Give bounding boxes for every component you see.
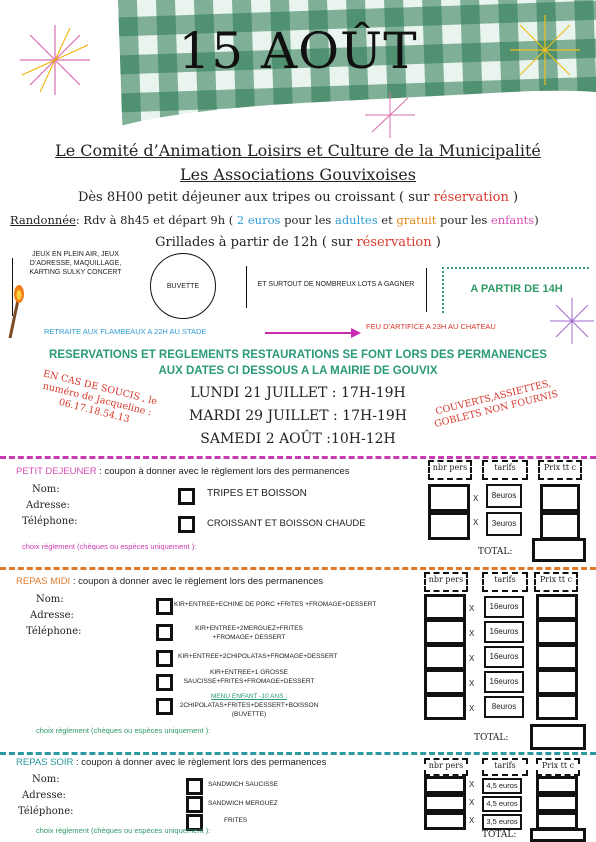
header-banner — [0, 0, 596, 140]
menu-4-label: KIR+ENTREE+1 GROSSE SAUCISSE+FRITES+FROMAGE+DESSERT — [183, 669, 315, 685]
from-14h-badge: A PARTIR DE 14H — [442, 267, 589, 313]
line-total-input[interactable] — [536, 594, 578, 620]
menu-3-label: KIR+ENTREE+2CHIPOLATAS+FROMAGE+DESSERT — [178, 653, 338, 660]
phone-label: Téléphone: — [26, 626, 82, 637]
menu-3-checkbox[interactable] — [156, 650, 173, 667]
breakfast-heading-label: PETIT DEJEUNER — [16, 466, 97, 477]
fries-label: FRITES — [224, 817, 248, 824]
menu-4-checkbox[interactable] — [156, 674, 173, 691]
multiply-sign: X — [469, 780, 475, 789]
organizer-line-2: Les Associations Gouvixoises — [180, 165, 416, 184]
payment-choice: choix règlement (chèques ou espèces uniquement ): — [22, 542, 197, 551]
price-value: 8euros — [484, 696, 524, 718]
divider — [246, 266, 247, 308]
col-qty-header: nbr pers — [428, 460, 472, 480]
col-price-header: tarifs — [482, 758, 528, 776]
price-value: 4,5 euros — [482, 778, 522, 794]
croissant-label: CROISSANT ET BOISSON CHAUDE — [207, 518, 366, 529]
lunch-heading-label: REPAS MIDI — [16, 576, 71, 587]
col-total-header: Prix tt c — [536, 758, 580, 776]
price-value: 3euros — [486, 512, 522, 536]
qty-input[interactable] — [424, 776, 466, 794]
walk-mid: et — [377, 213, 393, 227]
total-label: TOTAL: — [474, 733, 509, 743]
firework-icon — [548, 296, 596, 346]
menu-5-checkbox[interactable] — [156, 698, 173, 715]
total-input[interactable] — [530, 828, 586, 842]
lunch-heading-rest: : coupon à donner avec le règlement lors des permanences — [70, 576, 324, 587]
walk-end: ) — [534, 213, 539, 227]
name-label: Nom: — [32, 484, 60, 495]
divider — [426, 268, 427, 312]
walk-text: : Rdv à 8h45 et départ 9h ( — [75, 213, 234, 227]
price-value: 16euros — [484, 646, 524, 668]
breakfast-line — [0, 190, 596, 205]
line-total-input[interactable] — [536, 694, 578, 720]
trouble-note: EN CAS DE SOUCIS , le numéro de Jacqueline : 06.17.18.54.13 — [41, 368, 159, 426]
total-input[interactable] — [532, 538, 586, 562]
breakfast-reservation: réservation — [433, 190, 509, 205]
section-separator — [0, 456, 596, 459]
phone-label: Téléphone: — [22, 516, 78, 527]
croissant-checkbox[interactable] — [178, 516, 195, 533]
torch-icon — [4, 282, 28, 342]
price-value: 4,5 euros — [482, 796, 522, 812]
walk-mid: pour les — [436, 213, 488, 227]
grill-reservation: réservation — [356, 235, 432, 250]
col-total-header: Prix tt c — [534, 572, 578, 592]
menu-2-checkbox[interactable] — [156, 624, 173, 641]
multiply-sign: X — [469, 604, 475, 613]
reservation-line-2: AUX DATES CI DESSOUS A LA MAIRIE DE GOUVIX — [158, 365, 438, 377]
games-text: JEUX EN PLEIN AIR, JEUX D’ADRESSE, MAQUILLAGE, KARTING SULKY CONCERT — [29, 251, 122, 276]
multiply-sign: X — [469, 704, 475, 713]
dinner-heading-rest: : coupon à donner avec le règlement lors des permanences — [73, 757, 327, 768]
multiply-sign: X — [469, 816, 475, 825]
walk-price: 2 euros — [233, 213, 281, 227]
line-total-input[interactable] — [536, 776, 578, 794]
col-qty-header: nbr pers — [424, 758, 468, 776]
price-value: 3,5 euros — [482, 814, 522, 830]
walk-adults: adultes — [331, 213, 378, 227]
line-total-input[interactable] — [540, 512, 580, 540]
qty-input[interactable] — [424, 619, 466, 645]
dinner-heading-label: REPAS SOIR — [16, 757, 74, 768]
walk-free: gratuit — [392, 213, 437, 227]
qty-input[interactable] — [424, 594, 466, 620]
price-value: 16euros — [484, 671, 524, 693]
grill-end: ) — [431, 235, 441, 250]
walk-label: Randonnée — [10, 213, 76, 227]
buvette-text: BUVETTE — [166, 283, 200, 290]
name-label: Nom: — [36, 594, 64, 605]
walk-line — [10, 213, 596, 227]
tripes-label: TRIPES ET BOISSON — [207, 488, 307, 499]
arrow-icon — [265, 327, 361, 339]
organizer-line-1: Le Comité d’Animation Loisirs et Culture de la Municipalité — [55, 141, 541, 160]
cutlery-note: COUVERTS,ASSIETTES, GOBLETS NON FOURNIS — [433, 377, 560, 431]
lunch-heading — [16, 576, 323, 587]
firework-icon — [360, 90, 420, 140]
sandwich-merguez-label: SANDWICH MERGUEZ — [208, 800, 278, 807]
price-value: 8euros — [486, 484, 522, 508]
payment-choice: choix règlement (chèques ou espèces uniquement ): — [36, 726, 211, 735]
reservation-line-1: RESERVATIONS ET REGLEMENTS RESTAURATIONS SE FONT LORS DES PERMANENCES — [49, 349, 547, 361]
line-total-input[interactable] — [540, 484, 580, 512]
multiply-sign: X — [473, 494, 479, 503]
lots-text: ET SURTOUT DE NOMBREUX LOTS A GAGNER — [257, 281, 415, 288]
date-2: MARDI 29 JUILLET : 17H-19H — [189, 408, 407, 424]
line-total-input[interactable] — [536, 794, 578, 812]
total-input[interactable] — [530, 724, 586, 750]
grill-line — [0, 235, 596, 250]
breakfast-text: Dès 8H00 petit déjeuner aux tripes ou croissant ( sur — [77, 190, 434, 205]
section-separator — [0, 752, 596, 755]
col-qty-header: nbr pers — [424, 572, 468, 592]
fireworks-text: FEU D’ARTIFICE A 23H AU CHATEAU — [366, 322, 496, 331]
line-total-input[interactable] — [536, 669, 578, 695]
multiply-sign: X — [469, 629, 475, 638]
total-label: TOTAL: — [478, 547, 513, 557]
address-label: Adresse: — [30, 610, 74, 621]
qty-input[interactable] — [424, 644, 466, 670]
phone-label: Téléphone: — [18, 806, 74, 817]
total-label: TOTAL: — [482, 830, 517, 840]
menu-2-label: KIR+ENTREE+2MERGUEZ+FRITES +FROMAGE+ DESSERT — [195, 625, 303, 641]
address-label: Adresse: — [22, 790, 66, 801]
line-total-input[interactable] — [536, 619, 578, 645]
price-value: 16euros — [484, 621, 524, 643]
qty-input[interactable] — [424, 812, 466, 830]
price-value: 16euros — [484, 596, 524, 618]
col-price-header: tarifs — [482, 572, 528, 592]
dinner-heading — [16, 757, 326, 768]
qty-input[interactable] — [428, 484, 470, 512]
qty-input[interactable] — [428, 512, 470, 540]
child-menu-title: MENU ENFANT -10 ANS : — [210, 693, 288, 700]
date-3: SAMEDI 2 AOÛT :10H-12H — [200, 431, 396, 447]
breakfast-end: ) — [508, 190, 519, 205]
qty-input[interactable] — [424, 794, 466, 812]
sandwich-sausage-label: SANDWICH SAUCISSE — [208, 781, 279, 788]
multiply-sign: X — [473, 518, 479, 527]
qty-input[interactable] — [424, 669, 466, 695]
multiply-sign: X — [469, 798, 475, 807]
sandwich-sausage-checkbox[interactable] — [186, 778, 203, 795]
name-label: Nom: — [32, 774, 60, 785]
sandwich-merguez-checkbox[interactable] — [186, 796, 203, 813]
breakfast-heading-rest: : coupon à donner avec le règlement lors des permanences — [96, 466, 350, 477]
tripes-checkbox[interactable] — [178, 488, 195, 505]
menu-5-label: 2CHIPOLATAS+FRITES+DESSERT+BOISSON (BUVETTE) — [179, 702, 319, 718]
menu-1-label: KIR+ENTREE+ECHINE DE PORC +FRITES +FROMAGE+DESSERT — [174, 601, 377, 608]
page-title: 15 AOÛT — [178, 22, 418, 80]
date-1: LUNDI 21 JUILLET : 17H-19H — [190, 385, 406, 401]
section-separator — [0, 567, 596, 570]
breakfast-heading — [16, 466, 350, 477]
multiply-sign: X — [469, 654, 475, 663]
multiply-sign: X — [469, 679, 475, 688]
walk-mid: pour les — [280, 213, 332, 227]
col-total-header: Prix tt c — [538, 460, 582, 480]
line-total-input[interactable] — [536, 644, 578, 670]
torches-text: RETRAITE AUX FLAMBEAUX A 22H AU STADE — [44, 327, 207, 336]
grill-text: Grillades à partir de 12h ( sur — [155, 235, 357, 250]
col-price-header: tarifs — [482, 460, 528, 480]
qty-input[interactable] — [424, 694, 466, 720]
address-label: Adresse: — [26, 500, 70, 511]
menu-1-checkbox[interactable] — [156, 598, 173, 615]
payment-choice: choix règlement (chèques ou espèces uniquement ): — [36, 826, 211, 835]
walk-children: enfants — [487, 213, 535, 227]
